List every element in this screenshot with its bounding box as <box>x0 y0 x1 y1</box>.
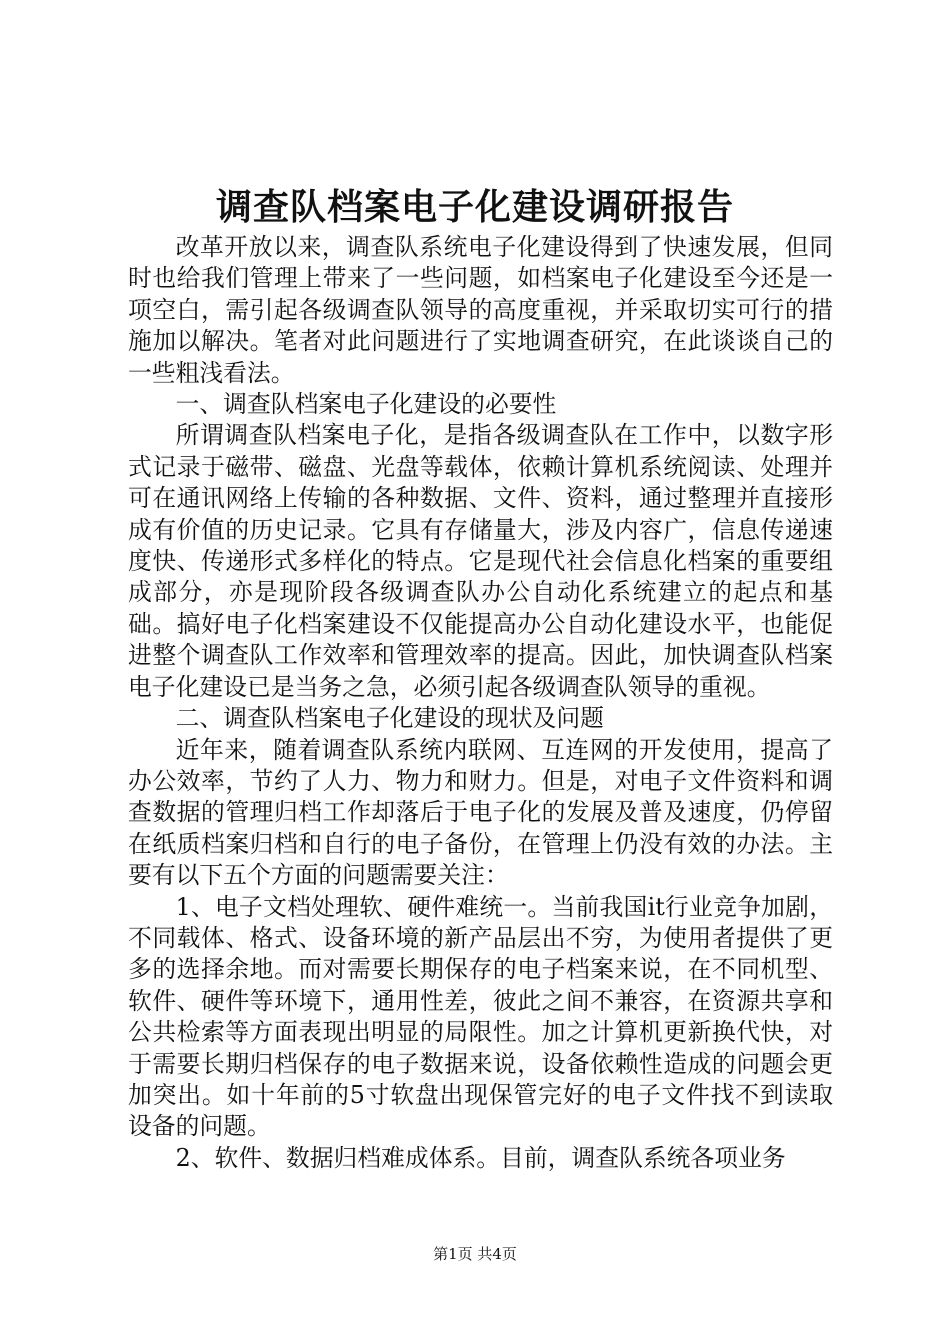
paragraph-definition: 所谓调查队档案电子化，是指各级调查队在工作中，以数字形式记录于磁带、磁盘、光盘等载体，依赖计算机系统阅读、处理并可在通讯网络上传输的各种数据、文件、资料，通过整理并直接形成有价值的历史记录。它具有存储量大，涉及内容广，信息传递速度快、传递形式多样化的特点。它是现代社会信息化档案的重要组成部分，亦是现阶段各级调查队办公自动化系统建立的起点和基础。搞好电子化档案建设不仅能提高办公自动化建设水平，也能促进整个调查队工作效率和管理效率的提高。因此，加快调查队档案电子化建设已是当务之急，必须引起各级调查队领导的重视。 <box>128 421 833 701</box>
document-title: 调查队档案电子化建设调研报告 <box>215 186 734 228</box>
paragraph-issue-2: 2、软件、数据归档难成体系。目前，调查队系统各项业务 <box>175 1143 786 1172</box>
paragraph-intro: 改革开放以来，调查队系统电子化建设得到了快速发展，但同时也给我们管理上带来了一些问题，如档案电子化建设至今还是一项空白，需引起各级调查队领导的高度重视，并采取切实可行的措施加以解决。笔者对此问题进行了实地调查研究，在此谈谈自己的一些粗浅看法。 <box>128 233 833 387</box>
page-number-footer: 第1页 共4页 <box>433 1245 517 1263</box>
document-body <box>128 232 833 1174</box>
paragraph-status: 近年来，随着调查队系统内联网、互连网的开发使用，提高了办公效率，节约了人力、物力和财力。但是，对电子文件资料和调查数据的管理归档工作却落后于电子化的发展及普及速度，仍停留在纸质档案归档和自行的电子备份，在管理上仍没有效的办法。主要有以下五个方面的问题需要关注： <box>128 735 833 890</box>
section-heading-2: 二、调查队档案电子化建设的现状及问题 <box>175 704 604 733</box>
paragraph-issue-1: 1、电子文档处理软、硬件难统一。当前我国it行业竞争加剧，不同载体、格式、设备环境的新产品层出不穷，为使用者提供了更多的选择余地。而对需要长期保存的电子档案来说，在不同机型、软件、硬件等环境下，通用性差，彼此之间不兼容，在资源共享和公共检索等方面表现出明显的局限性。加之计算机更新换代快，对于需要长期归档保存的电子数据来说，设备依赖性造成的问题会更加突出。如十年前的5寸软盘出现保管完好的电子文件找不到读取设备的问题。 <box>128 892 833 1141</box>
section-heading-1: 一、调查队档案电子化建设的必要性 <box>175 390 557 419</box>
